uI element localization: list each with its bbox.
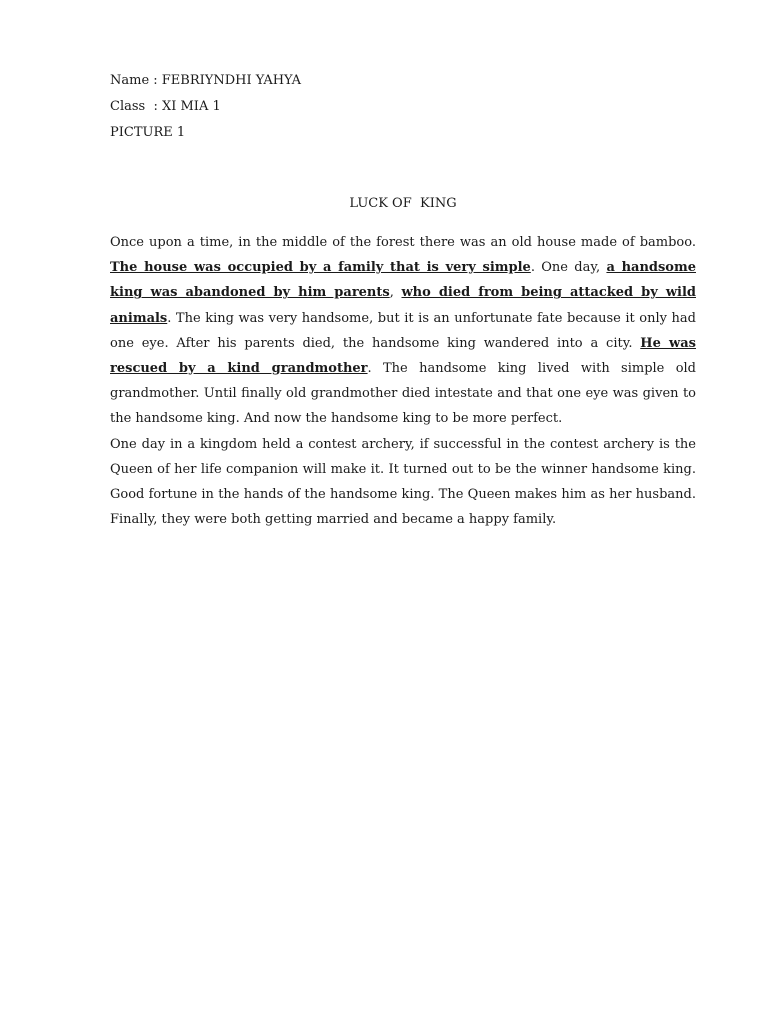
story-paragraph xyxy=(110,432,696,533)
story-title: LUCK OF KING xyxy=(349,196,457,211)
name-line: Name : FEBRIYNDHI YAHYA xyxy=(110,73,302,88)
paragraph-text: . The handsome king lived with simple old grandmother. Until finally old grandmother died intestate and that one eye was given to the handsome king. And now the handsome king to be more perfect. xyxy=(110,361,697,427)
paragraph-text: Once upon a time, in the middle of the forest there was an old house made of bamboo. xyxy=(110,235,696,250)
class-line: Class : XI MIA 1 xyxy=(110,99,221,114)
emphasized-phrase: The house was occupied by a family that is very simple xyxy=(110,260,531,276)
emphasized-phrase: a handsome king was abandoned by him parents xyxy=(110,260,696,301)
paragraph-text: . One day, xyxy=(530,260,607,276)
student-info xyxy=(110,68,670,146)
story-body xyxy=(110,230,696,532)
paragraph-text: . The king was very handsome, but it is an unfortunate fate because it only had one eye. After his parents died, the handsome king wandered into a city. xyxy=(110,310,696,351)
picture-line: PICTURE 1 xyxy=(110,125,186,140)
paragraph-text: , xyxy=(389,285,402,301)
paragraph-text: One day in a kingdom held a contest archery, if successful in the contest archery is the Queen of her life companion will make it. It turned out to be the winner handsome king. Good fortune in the hands of the handsome king. The Queen makes him as her husband. Finally, they were both getting married and became a happy family. xyxy=(110,436,696,528)
emphasized-phrase: who died from being attacked by wild animals xyxy=(110,285,696,326)
story-paragraph xyxy=(110,230,696,432)
emphasized-phrase: He was rescued by a kind grandmother xyxy=(110,335,696,377)
